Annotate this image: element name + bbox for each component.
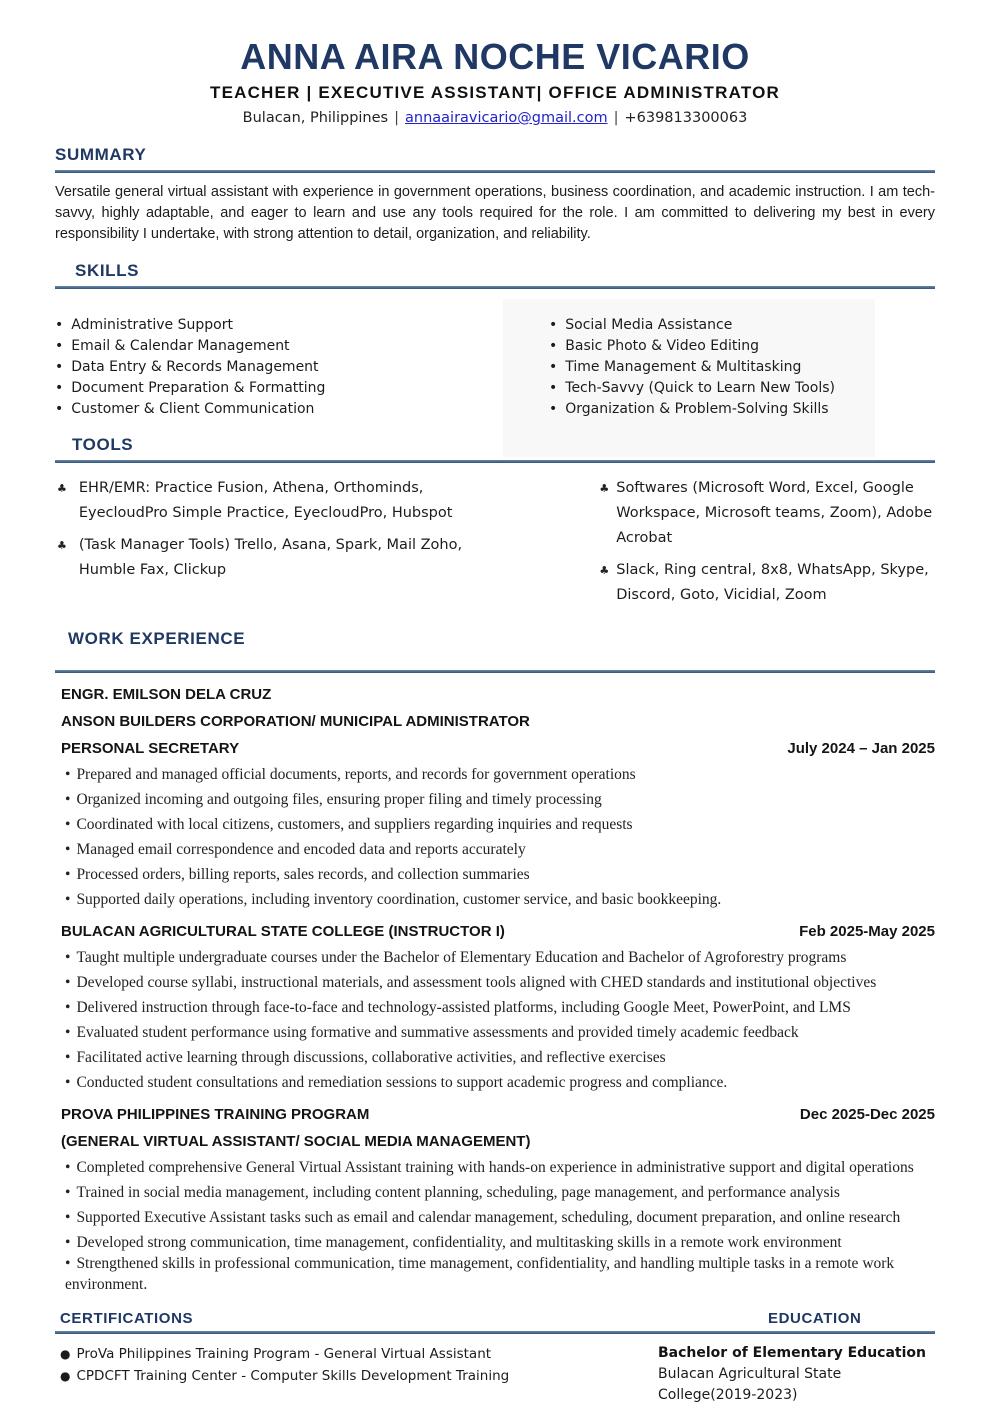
bullet-dot-icon: • xyxy=(549,338,558,354)
tool-item xyxy=(57,476,491,526)
job-bullet xyxy=(65,789,935,810)
job-bullet-text: Developed strong communication, time management, confidentiality, and multitasking skills in a remote work environment xyxy=(76,1234,842,1251)
certification-item xyxy=(60,1365,658,1387)
job-bullet-text: Managed email correspondence and encoded data and reports accurately xyxy=(76,841,526,858)
job-bullet-list xyxy=(61,764,935,910)
skill-item xyxy=(55,357,527,378)
job-bullet xyxy=(65,972,935,993)
job-bullet-text: Evaluated student performance using formative and summative assessments and provided timely academic feedback xyxy=(76,1024,799,1041)
bullet-dot-icon: • xyxy=(55,338,64,354)
job-bullet-text: Completed comprehensive General Virtual Assistant training with hands-on experience in administrative support and digital operations xyxy=(76,1159,914,1176)
certifications-education-headings xyxy=(55,1310,935,1327)
job-bullet-text: Facilitated active learning through discussions, collaborative activities, and reflective exercises xyxy=(76,1049,666,1066)
skill-item xyxy=(527,336,935,357)
certifications-education-rule xyxy=(55,1331,935,1334)
summary-rule xyxy=(55,170,935,173)
bullet-dot-icon: • xyxy=(549,401,558,417)
bullet-dot-icon: • xyxy=(549,380,558,396)
bullet-dot-icon: • xyxy=(55,380,64,396)
skill-label: Email & Calendar Management xyxy=(71,338,290,354)
job-entry xyxy=(61,686,935,910)
job-role-row xyxy=(61,1106,935,1124)
tools-rule xyxy=(55,460,935,463)
skills-right-column xyxy=(527,315,935,420)
job-bullet-list xyxy=(61,1157,935,1295)
job-role-row xyxy=(61,740,935,758)
bullet-dot-icon: • xyxy=(65,1209,71,1226)
club-bullet-icon: ♣ xyxy=(57,482,67,495)
job-bullet xyxy=(65,1022,935,1043)
contact-separator: | xyxy=(613,110,619,126)
job-bullet-text: Supported daily operations, including inventory coordination, customer service, and basic bookkeeping. xyxy=(76,891,722,908)
bullet-dot-icon: • xyxy=(65,1159,71,1176)
tool-item xyxy=(57,533,491,583)
bullet-dot-icon: • xyxy=(65,1255,71,1272)
club-bullet-icon: ♣ xyxy=(57,539,67,552)
bullet-dot-icon: • xyxy=(65,1074,71,1091)
job-role-row xyxy=(61,923,935,941)
tools-left-column xyxy=(55,476,491,615)
skill-label: Tech-Savvy (Quick to Learn New Tools) xyxy=(565,380,835,396)
skill-item xyxy=(55,315,527,336)
job-bullet-text: Strengthened skills in professional communication, time management, confidentiality, and handling multiple tasks in a remote work environment. xyxy=(65,1255,895,1293)
email-link[interactable]: annaairavicario@gmail.com xyxy=(405,110,608,126)
tool-label: Slack, Ring central, 8x8, WhatsApp, Skype, Discord, Goto, Vicidial, Zoom xyxy=(616,562,929,603)
skill-item xyxy=(527,399,935,420)
bullet-dot-icon: • xyxy=(55,317,64,333)
job-bullet xyxy=(65,864,935,885)
contact-phone: +639813300063 xyxy=(624,110,748,126)
bullet-dot-icon: • xyxy=(65,1049,71,1066)
skills-left-column xyxy=(55,315,527,420)
job-bullet xyxy=(65,1182,935,1203)
skill-label: Administrative Support xyxy=(71,317,233,333)
tool-label: EHR/EMR: Practice Fusion, Athena, Orthominds, EyecloudPro Simple Practice, EyecloudPro, Hubspot xyxy=(78,480,453,521)
job-date-range: Feb 2025-May 2025 xyxy=(799,923,935,940)
job-bullet-text: Taught multiple undergraduate courses under the Bachelor of Elementary Education and Bachelor of Agroforestry programs xyxy=(76,949,847,966)
summary-heading: SUMMARY xyxy=(55,145,147,164)
job-employer-lines xyxy=(61,686,935,731)
job-bullet-text: Trained in social media management, including content planning, scheduling, page management, and performance analysis xyxy=(76,1184,840,1201)
skill-label: Organization & Problem-Solving Skills xyxy=(565,401,829,417)
bullet-dot-icon: • xyxy=(549,359,558,375)
bullet-dot-icon: • xyxy=(65,891,71,908)
bullet-dot-icon: ● xyxy=(60,1347,71,1361)
job-bullet xyxy=(65,1253,935,1295)
skill-item xyxy=(55,378,527,399)
bullet-dot-icon: • xyxy=(65,999,71,1016)
skill-label: Time Management & Multitasking xyxy=(565,359,802,375)
skill-label: Data Entry & Records Management xyxy=(71,359,319,375)
bullet-dot-icon: • xyxy=(65,816,71,833)
skill-label: Customer & Client Communication xyxy=(71,401,315,417)
skills-heading: SKILLS xyxy=(75,261,140,280)
certifications-heading: CERTIFICATIONS xyxy=(60,1310,194,1327)
job-subtitle: (GENERAL VIRTUAL ASSISTANT/ SOCIAL MEDIA MANAGEMENT) xyxy=(61,1133,531,1150)
skill-label: Social Media Assistance xyxy=(565,317,733,333)
tool-label: (Task Manager Tools) Trello, Asana, Spark, Mail Zoho, Humble Fax, Clickup xyxy=(78,537,463,578)
skill-item xyxy=(527,315,935,336)
job-bullet xyxy=(65,1047,935,1068)
bullet-dot-icon: • xyxy=(55,359,64,375)
job-bullet-text: Conducted student consultations and remediation sessions to support academic progress and compliance. xyxy=(76,1074,728,1091)
bullet-dot-icon: • xyxy=(65,1184,71,1201)
skill-item xyxy=(527,357,935,378)
job-bullet-text: Organized incoming and outgoing files, ensuring proper filing and timely processing xyxy=(76,791,602,808)
tool-item xyxy=(599,558,935,608)
job-bullet-text: Supported Executive Assistant tasks such as email and calendar management, scheduling, document preparation, and online research xyxy=(76,1209,901,1226)
tools-heading: TOOLS xyxy=(72,435,134,454)
skill-item xyxy=(55,399,527,420)
bullet-dot-icon: • xyxy=(65,866,71,883)
contact-separator: | xyxy=(394,110,399,126)
club-bullet-icon: ♣ xyxy=(599,564,610,577)
job-bullet xyxy=(65,1072,935,1093)
job-role: BULACAN AGRICULTURAL STATE COLLEGE (INSTRUCTOR I) xyxy=(61,923,505,940)
bullet-dot-icon: • xyxy=(65,974,71,991)
tool-item xyxy=(599,476,935,551)
bullet-dot-icon: • xyxy=(65,841,71,858)
resume-header xyxy=(55,36,935,126)
job-bullet xyxy=(65,1207,935,1228)
job-bullet-text: Prepared and managed official documents, reports, and records for government operations xyxy=(76,766,636,783)
candidate-title: TEACHER | EXECUTIVE ASSISTANT| OFFICE ADMINISTRATOR xyxy=(209,83,781,102)
certification-label: CPDCFT Training Center - Computer Skills Development Training xyxy=(76,1368,510,1384)
job-list xyxy=(55,686,935,1295)
job-employer-line: ANSON BUILDERS CORPORATION/ MUNICIPAL ADMINISTRATOR xyxy=(61,713,530,730)
club-bullet-icon: ♣ xyxy=(599,482,610,495)
tools-right-column xyxy=(599,476,935,615)
bullet-dot-icon: • xyxy=(65,1024,71,1041)
certification-item xyxy=(60,1343,658,1365)
tools-columns xyxy=(55,476,935,615)
job-date-range: Dec 2025-Dec 2025 xyxy=(799,1106,935,1123)
bullet-dot-icon: • xyxy=(65,1234,71,1251)
job-bullet xyxy=(65,889,935,910)
job-employer-line: ENGR. EMILSON DELA CRUZ xyxy=(61,686,272,703)
job-bullet xyxy=(65,814,935,835)
job-bullet xyxy=(65,839,935,860)
job-role: PERSONAL SECRETARY xyxy=(61,740,240,757)
skill-item xyxy=(527,378,935,399)
job-bullet-text: Processed orders, billing reports, sales records, and collection summaries xyxy=(76,866,530,883)
bullet-dot-icon: • xyxy=(55,401,64,417)
summary-text: Versatile general virtual assistant with experience in government operations, business coordination, and academic instruction. I am tech-savvy, highly adaptable, and eager to learn and use any tools required for the role. I am committed to delivering my best in every responsibility I undertake, with strong attention to detail, organization, and reliability. xyxy=(55,184,935,242)
tool-label: Softwares (Microsoft Word, Excel, Google Workspace, Microsoft teams, Zoom), Adobe Acrobat xyxy=(616,480,933,546)
bullet-dot-icon: • xyxy=(549,317,558,333)
job-bullet-list xyxy=(61,947,935,1093)
job-bullet xyxy=(65,947,935,968)
education-block xyxy=(658,1343,935,1403)
job-bullet-text: Coordinated with local citizens, customers, and suppliers regarding inquiries and requests xyxy=(76,816,633,833)
skill-label: Basic Photo & Video Editing xyxy=(565,338,759,354)
job-bullet-text: Developed course syllabi, instructional materials, and assessment tools aligned with CHED standards and institutional objectives xyxy=(76,974,877,991)
skill-item xyxy=(55,336,527,357)
job-entry xyxy=(61,923,935,1093)
skills-columns xyxy=(55,315,935,420)
skill-label: Document Preparation & Formatting xyxy=(71,380,326,396)
job-role: PROVA PHILIPPINES TRAINING PROGRAM xyxy=(61,1106,370,1123)
certifications-list xyxy=(55,1343,658,1403)
bullet-dot-icon: • xyxy=(65,791,71,808)
bullet-dot-icon: ● xyxy=(60,1369,71,1383)
candidate-name: ANNA AIRA NOCHE VICARIO xyxy=(240,36,750,77)
certifications-education-columns xyxy=(55,1343,935,1403)
education-heading: EDUCATION xyxy=(768,1310,862,1327)
work-experience-heading: WORK EXPERIENCE xyxy=(68,629,246,648)
job-bullet xyxy=(65,997,935,1018)
job-date-range: July 2024 – Jan 2025 xyxy=(787,740,935,757)
job-bullet xyxy=(65,1232,935,1253)
job-bullet-text: Delivered instruction through face-to-face and technology-assisted platforms, including Google Meet, PowerPoint, and LMS xyxy=(76,999,851,1016)
job-entry xyxy=(61,1106,935,1295)
education-school: Bulacan Agricultural State College(2019-2023) xyxy=(658,1366,842,1403)
skills-rule xyxy=(55,286,935,289)
job-bullet xyxy=(65,1157,935,1178)
education-degree: Bachelor of Elementary Education xyxy=(658,1345,926,1361)
bullet-dot-icon: • xyxy=(65,949,71,966)
work-experience-rule xyxy=(55,670,935,673)
certification-label: ProVa Philippines Training Program - General Virtual Assistant xyxy=(76,1346,492,1362)
job-bullet xyxy=(65,764,935,785)
bullet-dot-icon: • xyxy=(65,766,71,783)
contact-line xyxy=(55,110,935,126)
contact-location: Bulacan, Philippines xyxy=(242,110,389,126)
